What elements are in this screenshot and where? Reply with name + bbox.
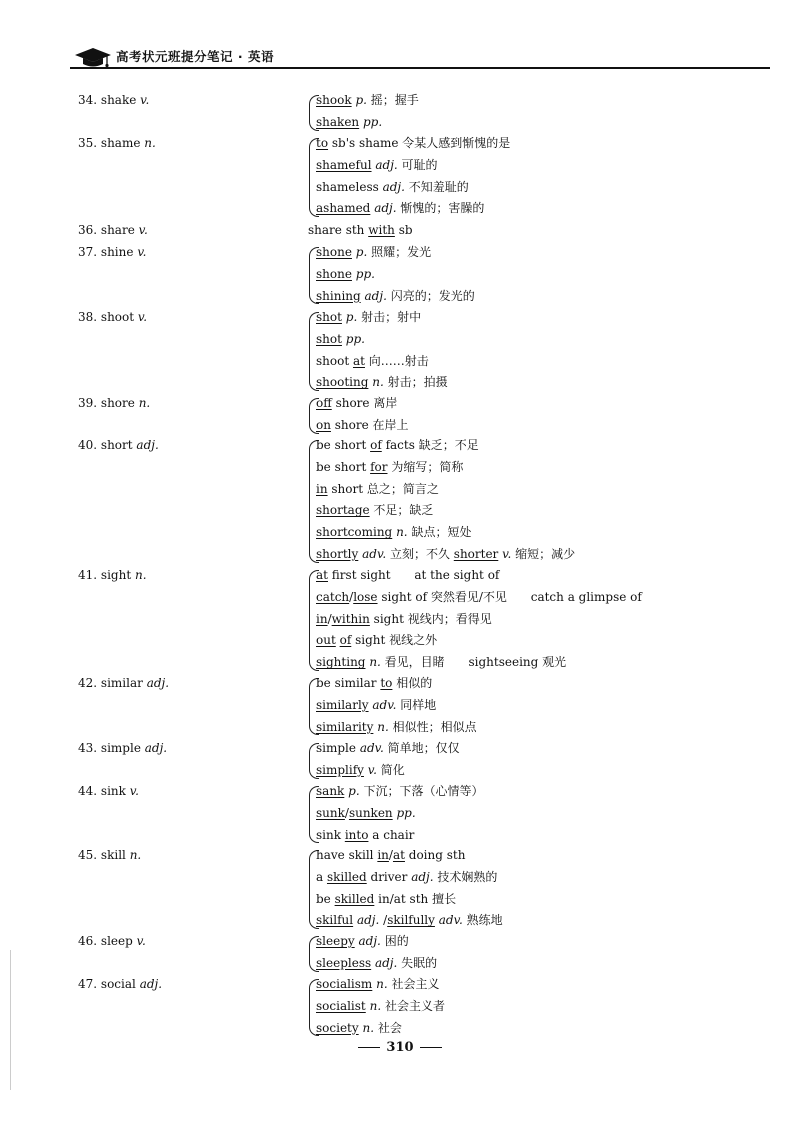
entry-number: 43. (78, 741, 98, 755)
entry-text: n. (377, 719, 389, 734)
entry-part-of-speech: adj. (136, 438, 159, 452)
entry-text: a chair (368, 827, 415, 842)
entry-headword (78, 90, 149, 111)
entry-text: on (316, 417, 331, 432)
entry-text: shortage (316, 503, 370, 518)
entry-part-of-speech: adj. (146, 676, 170, 690)
entry-lines (316, 974, 445, 1039)
entry-text: off (316, 396, 332, 410)
entry-line (316, 198, 510, 220)
entry-text: 可耻的 (397, 157, 438, 172)
entry-word: social (100, 977, 136, 991)
entry-lines (316, 242, 475, 307)
entry-word: shake (100, 93, 137, 107)
entry-lines (316, 133, 510, 220)
entry-text: with (368, 223, 395, 237)
entry-part-of-speech: adj. (139, 977, 163, 991)
entry-text: at (352, 353, 365, 368)
entry-text: shot (316, 310, 342, 324)
entry-headword (78, 393, 150, 414)
entry-text: be short (316, 459, 371, 474)
entry-text: 照耀；发光 (367, 245, 432, 259)
entry-text: to (316, 136, 329, 150)
entry-lines (316, 90, 419, 134)
entry-part-of-speech: n. (138, 396, 151, 410)
entry-text: sb's shame 令某人感到惭愧的是 (328, 136, 511, 150)
entry-text: shot (316, 331, 342, 346)
entry-number: 37. (78, 245, 98, 259)
entry-text: 缩短；减少 (511, 546, 576, 561)
entry-headword (78, 220, 148, 241)
entry-word: similar (100, 676, 143, 690)
entry-text: p. (348, 784, 360, 798)
entry-text: adv. (359, 741, 384, 755)
entry-line (316, 286, 475, 308)
footer-dash-right (420, 1047, 442, 1048)
entry-line (316, 630, 642, 652)
entry-line (316, 738, 460, 760)
entry-text: / (349, 589, 354, 604)
entry-text: shaken (316, 114, 360, 129)
entry-line (316, 652, 642, 674)
entry-headword (78, 845, 141, 866)
entry-text: 困的 (380, 934, 409, 948)
entry-text: pp. (355, 266, 375, 281)
entry-line (316, 522, 575, 544)
entry-text: 失眠的 (397, 955, 438, 970)
entry-text: sunken (348, 805, 393, 820)
page-number: 310 (386, 1040, 414, 1055)
entry-text: v. (502, 546, 512, 561)
entry-text: be similar (316, 676, 381, 690)
entry-line (316, 825, 483, 847)
entry-text: shameless (316, 179, 383, 194)
entry-text: 不知羞耻的 (404, 179, 469, 194)
entry-number: 39. (78, 396, 98, 410)
entry-text: shone (316, 266, 352, 281)
entry-lines (316, 565, 642, 674)
entry-text: sank (316, 784, 345, 798)
entry-text: at the sight of (414, 568, 500, 582)
entry-part-of-speech: n. (144, 136, 156, 150)
entry-headword (78, 565, 147, 586)
entry-text: adv. (362, 546, 387, 561)
entry-line (316, 867, 503, 889)
entry-text: sunk (316, 805, 345, 820)
entry-lines (316, 673, 477, 738)
entry-text: skilfully (387, 913, 435, 928)
entry-line (316, 393, 409, 415)
entry-text: p. (355, 245, 368, 259)
entry-text: shortly (316, 546, 359, 561)
entry-headword (78, 242, 146, 263)
entry-text: shooting (316, 375, 369, 390)
entry-lines (316, 931, 437, 975)
entry-lines (316, 307, 448, 394)
entry-text: of (339, 633, 352, 648)
entry-text: sightseeing 观光 (468, 655, 567, 670)
entry-line (316, 242, 475, 264)
entry-text: / (388, 848, 393, 862)
entry-headword (78, 931, 146, 952)
entry-text: socialist (316, 998, 366, 1013)
entry-text: n. (372, 375, 384, 390)
entry-text: in/at sth 擅长 (374, 891, 457, 906)
entry-word: shine (100, 245, 134, 259)
entry-text: shortcoming (316, 525, 393, 540)
entry-line (316, 974, 445, 996)
entry-text: 下沉；下落（心情等） (359, 784, 484, 798)
entry-line (316, 457, 575, 479)
entry-text: similarly (316, 697, 369, 712)
entry-text: 射击；拍摄 (383, 375, 448, 390)
entry-headword (78, 781, 139, 802)
entry-lines (316, 393, 409, 437)
entry-number: 46. (78, 934, 98, 948)
entry-text: out (316, 633, 336, 648)
entry-text: 同样地 (396, 697, 437, 712)
entry-line (316, 760, 460, 782)
entry-text: to (380, 676, 393, 690)
entry-text: adj. (358, 934, 381, 948)
entry-line (316, 781, 483, 803)
entry-text: adj. (374, 955, 398, 970)
entry-headword (78, 435, 159, 456)
entry-text: shore 离岸 (331, 396, 398, 410)
entry-part-of-speech: v. (129, 784, 139, 798)
entry-line (316, 307, 448, 329)
entry-part-of-speech: v. (140, 93, 150, 107)
entry-number: 40. (78, 438, 98, 452)
entry-line (316, 435, 575, 457)
entry-word: sink (100, 784, 126, 798)
entry-text: at (316, 568, 328, 582)
entry-headword (78, 738, 167, 759)
entry-text: 缺点；短处 (407, 525, 472, 540)
entry-text: 技术娴熟的 (433, 869, 498, 884)
entry-line (316, 565, 642, 587)
entry-lines (316, 435, 575, 566)
entry-number: 44. (78, 784, 98, 798)
entry-headword (78, 673, 169, 694)
entry-text: adj. (364, 288, 387, 303)
entry-text: adj. (382, 179, 405, 194)
entry-line (316, 155, 510, 177)
entry-text: 不足；缺乏 (369, 503, 434, 518)
entry-word: short (100, 438, 133, 452)
entry-part-of-speech: n. (134, 568, 147, 582)
entry-line (316, 1018, 445, 1040)
entry-text: / (344, 805, 349, 820)
entry-line (316, 112, 419, 134)
entry-part-of-speech: v. (137, 310, 148, 324)
entry-line (316, 415, 409, 437)
entry-text: ashamed (316, 201, 371, 216)
entry-text: 社会主义 (387, 977, 440, 991)
entry-text: 闪亮的；发光的 (386, 288, 475, 303)
entry-text: p. (355, 93, 367, 107)
entry-text: 射击；射中 (357, 310, 422, 324)
entry-text: n. (369, 998, 382, 1013)
entry-text: sink (316, 827, 345, 842)
entry-text: a (316, 869, 327, 884)
header-title: 高考状元班提分笔记 · 英语 (116, 49, 274, 64)
entry-text: shone (316, 245, 352, 259)
entry-part-of-speech: v. (138, 223, 148, 237)
entry-text: share sth (308, 223, 369, 237)
entry-number: 45. (78, 848, 98, 862)
entry-word: shore (100, 396, 135, 410)
scan-edge-line (10, 950, 11, 1090)
entry-number: 35. (78, 136, 98, 150)
entry-text: sight 视线内；看得见 (369, 611, 492, 626)
entry-line (316, 889, 503, 911)
entry-text: 看见，目睹 (380, 655, 449, 670)
entry-line (316, 953, 437, 975)
entry-text: shook (316, 93, 352, 107)
entry-text: 相似的 (392, 676, 433, 690)
entry-number: 47. (78, 977, 98, 991)
entry-text: 熟练地 (462, 913, 503, 928)
entry-text: adj. (411, 869, 434, 884)
entry-line (316, 372, 448, 394)
entry-part-of-speech: n. (129, 848, 142, 862)
entry-line (316, 717, 477, 739)
entry-text: in (316, 611, 328, 626)
entry-line (316, 90, 419, 112)
entry-text: shorter (453, 546, 499, 561)
entry-text: skilled (334, 891, 375, 906)
entry-text: skilled (326, 869, 367, 884)
entry-text: sighting (316, 655, 366, 670)
entry-line (316, 133, 510, 155)
entry-text: 惭愧的；害臊的 (396, 201, 485, 216)
entry-text: p. (345, 310, 358, 324)
entry-text: pp. (396, 805, 416, 820)
entry-word: shame (100, 136, 141, 150)
entry-word: sleep (100, 934, 133, 948)
entry-line (316, 845, 503, 867)
entry-text: sight 视线之外 (351, 633, 438, 648)
entry-text: at (392, 848, 405, 862)
footer-dash-left (358, 1047, 380, 1048)
entry-text: sight of 突然看见/不见 (377, 589, 511, 604)
entry-text: 相似性；相似点 (388, 719, 477, 734)
entry-text: shameful (316, 157, 372, 172)
entry-line (316, 587, 642, 609)
entry-word: share (100, 223, 135, 237)
entry-headword (78, 307, 147, 328)
entry-lines (316, 845, 503, 932)
entry-line (316, 673, 477, 695)
entry-line (316, 803, 483, 825)
entry-text: 摇；握手 (366, 93, 419, 107)
entry-headword (78, 133, 156, 154)
entry-text: simple (316, 741, 360, 755)
page-footer (0, 1040, 800, 1055)
entry-word: shoot (100, 310, 135, 324)
entry-text: sleepy (316, 934, 355, 948)
entry-number: 41. (78, 568, 98, 582)
entry-text: / (379, 913, 388, 928)
entry-number: 36. (78, 223, 98, 237)
entry-text: within (331, 611, 370, 626)
entry-text: simplify (316, 762, 364, 777)
entry-text: adj. (375, 157, 398, 172)
entry-text: sleepless (316, 955, 372, 970)
entry-number: 34. (78, 93, 98, 107)
entry-text: n. (396, 525, 408, 540)
entry-line (316, 500, 575, 522)
entry-text: in (377, 848, 389, 862)
entry-line (316, 996, 445, 1018)
entry-text: adj. (356, 913, 380, 928)
entry-text: 社会 (374, 1020, 402, 1035)
entry-text: be short (316, 438, 371, 452)
entry-line (308, 220, 413, 242)
entry-text: pp. (362, 114, 383, 129)
entry-line (316, 177, 510, 199)
entry-line (316, 479, 575, 501)
entry-number: 38. (78, 310, 98, 324)
entry-line (316, 695, 477, 717)
entry-lines (316, 738, 460, 782)
entry-text: short 总之；简言之 (327, 481, 439, 496)
entry-part-of-speech: v. (136, 934, 146, 948)
entry-text: adv. (372, 697, 397, 712)
entry-line (316, 910, 503, 932)
entry-text: doing sth (404, 848, 466, 862)
entry-text: n. (376, 977, 388, 991)
entry-text: 社会主义者 (381, 998, 445, 1013)
entry-text: adj. (374, 201, 397, 216)
entry-text: shining (316, 288, 361, 303)
entry-text: be (316, 891, 335, 906)
entry-text: in (316, 481, 328, 496)
entry-text: v. (367, 762, 377, 777)
entry-part-of-speech: adj. (144, 741, 168, 755)
entry-text: for (370, 459, 388, 474)
entry-line (316, 931, 437, 953)
entry-text: 向……射击 (364, 353, 429, 368)
entry-line (316, 264, 475, 286)
entry-text: lose (353, 589, 378, 604)
entry-line (316, 544, 575, 566)
entry-text: 立刻；不久 (386, 546, 454, 561)
entry-text: / (327, 611, 332, 626)
entry-text: driver (366, 869, 412, 884)
entry-line (316, 351, 448, 373)
entry-text: socialism (316, 977, 373, 991)
entry-word: simple (100, 741, 141, 755)
entry-text: catch (316, 589, 350, 604)
entry-text: pp. (345, 331, 365, 346)
entry-headword (78, 974, 162, 995)
entry-part-of-speech: v. (137, 245, 147, 259)
entry-text: facts 缺乏；不足 (381, 438, 479, 452)
entry-text: 简化 (376, 762, 405, 777)
entry-text: first sight (327, 568, 395, 582)
entry-text: have skill (316, 848, 378, 862)
entry-text: n. (362, 1020, 375, 1035)
entry-text: catch a glimpse of (530, 589, 642, 604)
entry-text: similarity (316, 719, 374, 734)
entry-text: n. (369, 655, 381, 670)
entry-word: skill (100, 848, 126, 862)
entry-text: of (370, 438, 382, 452)
entry-text: into (344, 827, 369, 842)
entry-line (316, 329, 448, 351)
entry-lines (308, 220, 413, 242)
entry-line (316, 609, 642, 631)
entry-text: sb (394, 223, 413, 237)
entry-text: 简单地；仅仅 (383, 741, 460, 755)
entry-word: sight (100, 568, 132, 582)
entry-text: 为缩写；简称 (387, 459, 464, 474)
entry-text: adv. (438, 913, 463, 928)
entry-text: society (316, 1020, 359, 1035)
entry-lines (316, 781, 483, 846)
entry-text: shoot (316, 353, 353, 368)
entry-text: skilful (316, 913, 354, 928)
entry-number: 42. (78, 676, 98, 690)
entry-text: shore 在岸上 (330, 417, 409, 432)
